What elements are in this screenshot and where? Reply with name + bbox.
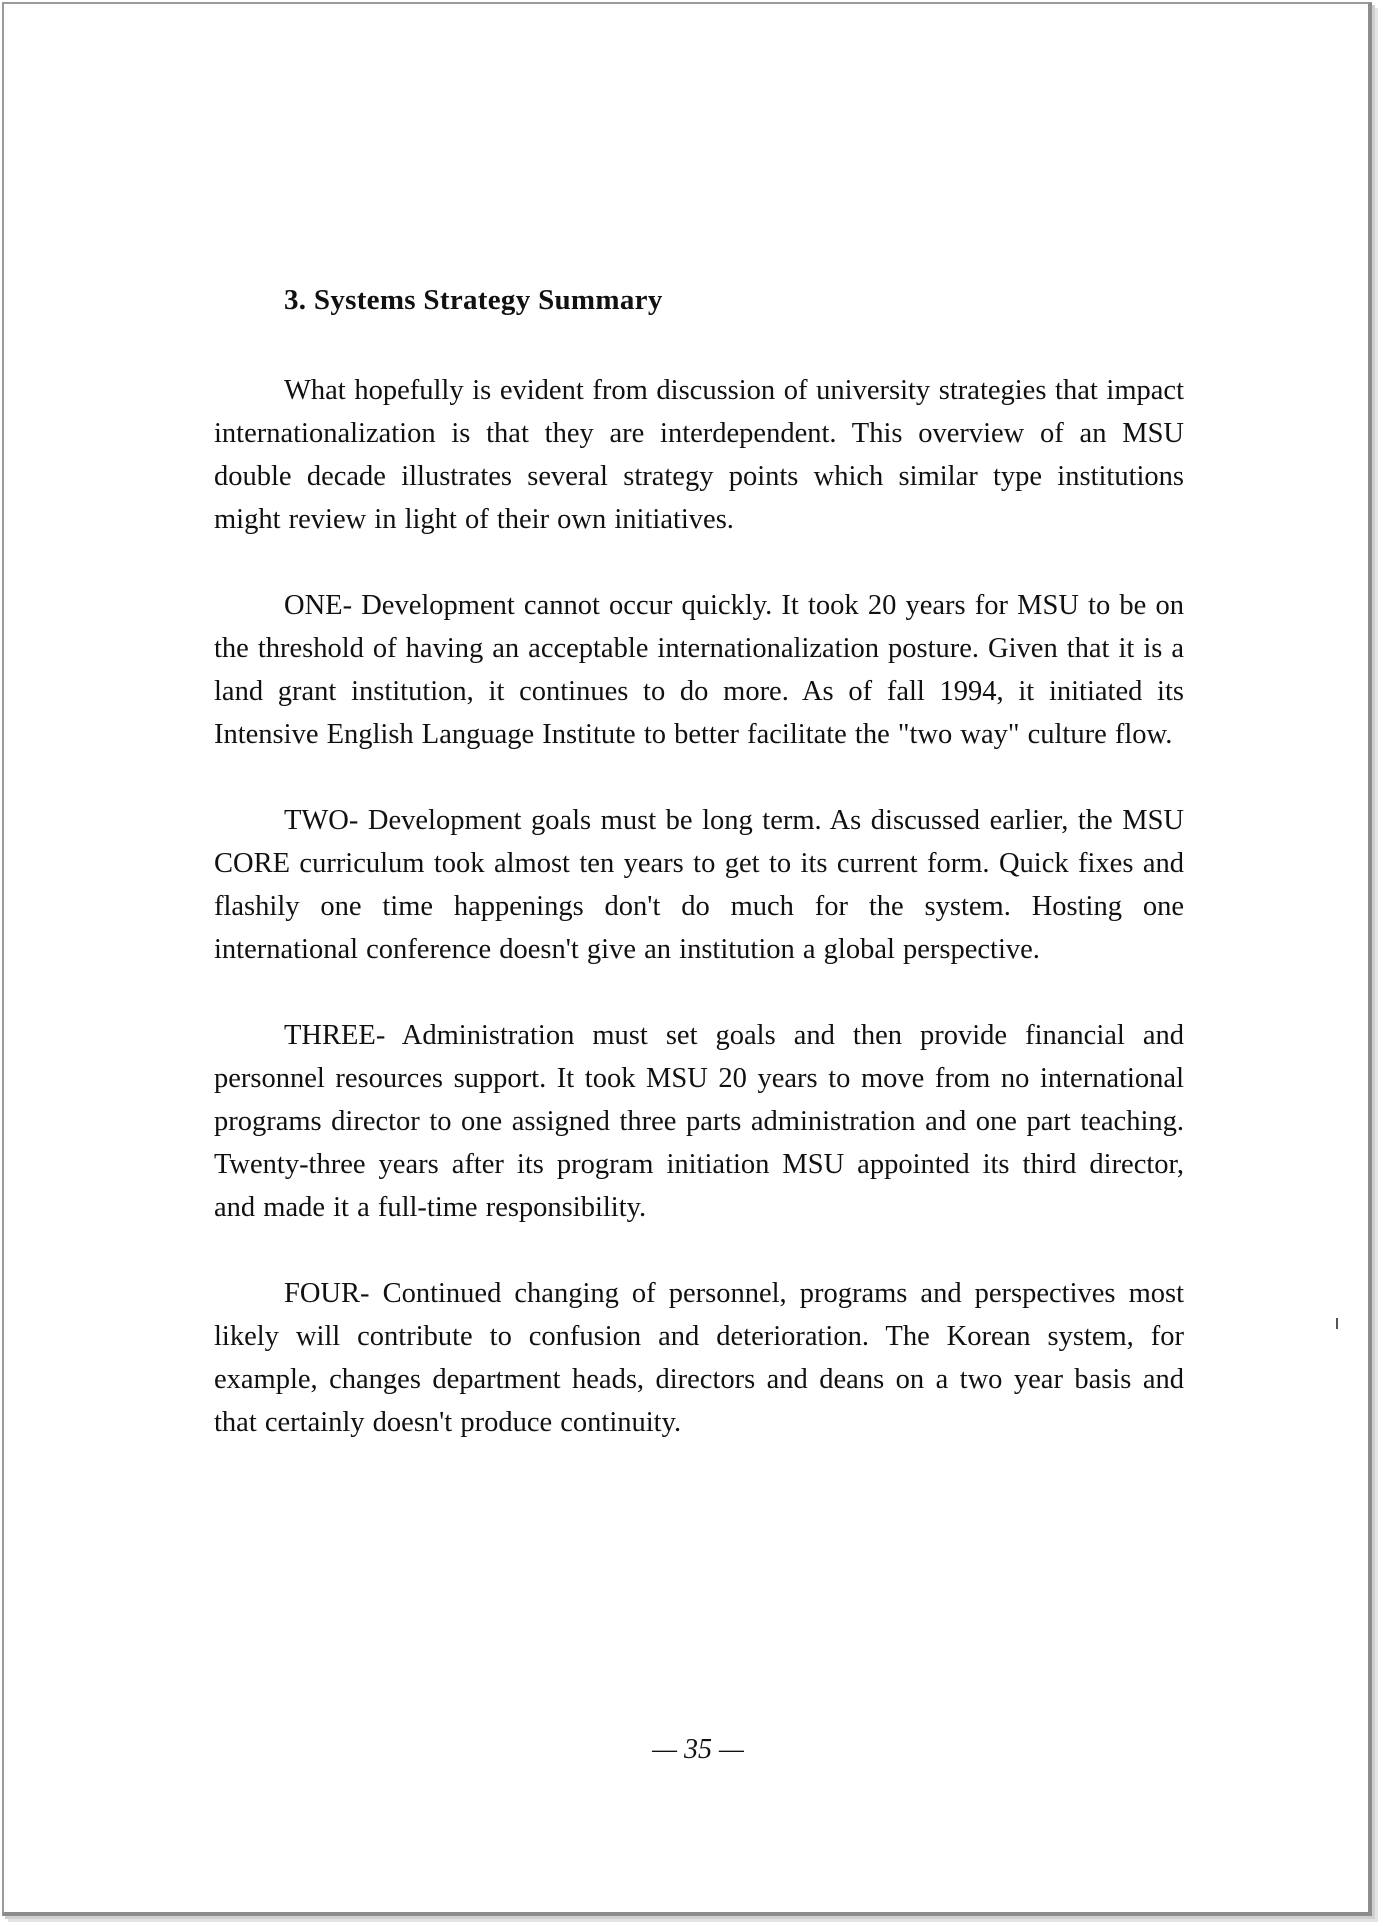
paragraph-intro: What hopefully is evident from discussion of university strategies that impact internationalization is that they are interdependent. This overview of an MSU double decade illustrates several strategy points which similar type institutions might review in light of their own initiatives. [214,375,1184,535]
paragraph-one: ONE- Development cannot occur quickly. It took 20 years for MSU to be on the threshold of having an acceptable internationalization posture. Given that it is a land grant institution, it continues to do more. As of fall 1994, it initiated its Intensive English Language Institute to better facilitate the "two way" culture flow. [214,590,1184,750]
section-heading: 3. Systems Strategy Summary [284,284,663,316]
page-number: — 35 — [652,1734,744,1765]
paragraph-two: TWO- Development goals must be long term. As discussed earlier, the MSU CORE curriculum took almost ten years to get to its current form. Quick fixes and flashily one time happenings don't do much for the system. Hosting one international conference doesn't give an institution a global perspective. [214,805,1184,965]
scan-mark [1336,1318,1338,1329]
paragraph-four: FOUR- Continued changing of personnel, programs and perspectives most likely will contribute to confusion and deterioration. The Korean system, for example, changes department heads, directors and deans on a two year basis and that certainly doesn't produce continuity. [214,1278,1184,1438]
page-content [214,284,1184,1487]
paragraph-three: THREE- Administration must set goals and then provide financial and personnel resources support. It took MSU 20 years to move from no international programs director to one assigned three parts administration and one part teaching. Twenty-three years after its program initiation MSU appointed its third director, and made it a full-time responsibility. [214,1020,1184,1223]
